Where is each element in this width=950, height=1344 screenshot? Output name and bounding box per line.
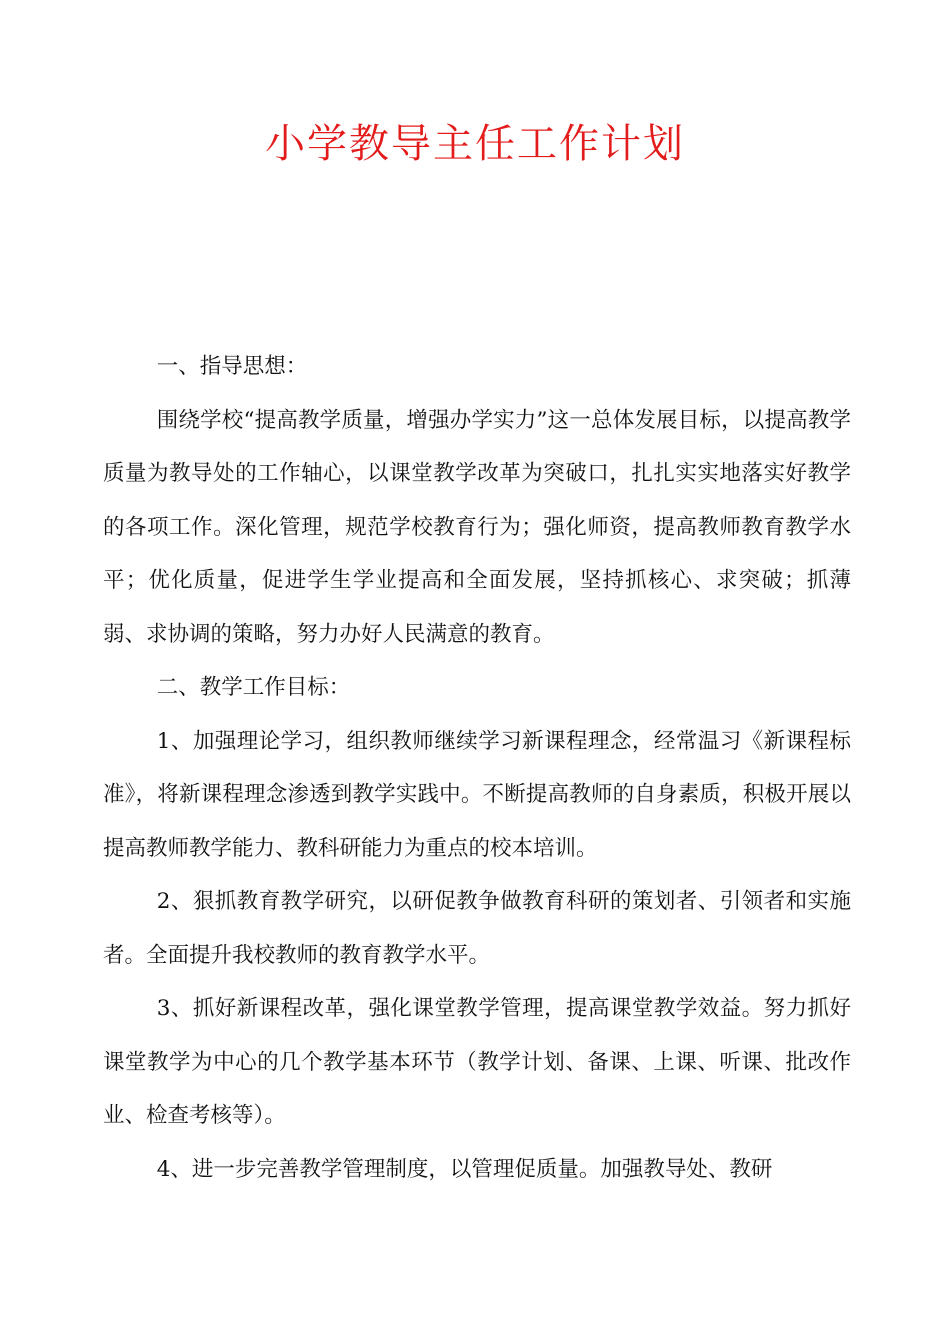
paragraph-guiding-thought: 围绕学校“提高教学质量，增强办学实力”这一总体发展目标，以提高教学质量为教导处的工作轴心，以课堂教学改革为突破口，扎扎实实地落实好教学的各项工作。深化管理，规范学校教育行为；强化师资，提高教师教育教学水平；优化质量，促进学生学业提高和全面发展，坚持抓核心、求突破；抓薄弱、求协调的策略，努力办好人民满意的教育。 xyxy=(103,407,851,647)
paragraph-goal-3: 3、抓好新课程改革，强化课堂教学管理，提高课堂教学效益。努力抓好课堂教学为中心的几个教学基本环节（教学计划、备课、上课、听课、批改作业、检查考核等）。 xyxy=(103,996,851,1128)
paragraph-goal-4: 4、进一步完善教学管理制度，以管理促质量。加强教导处、教研 xyxy=(156,1156,773,1182)
paragraph-goal-2: 2、狠抓教育教学研究，以研促教争做教育科研的策划者、引领者和实施者。全面提升我校教师的教育教学水平。 xyxy=(103,889,851,968)
document-title: 小学教导主任工作计划 xyxy=(265,121,685,167)
section-heading-guiding-thought: 一、指导思想： xyxy=(156,354,308,379)
section-heading-teaching-goals: 二、教学工作目标： xyxy=(156,675,351,700)
paragraph-goal-1: 1、加强理论学习，组织教师继续学习新课程理念，经常温习《新课程标准》，将新课程理念渗透到教学实践中。不断提高教师的自身素质，积极开展以提高教师教学能力、教科研能力为重点的校本培训。 xyxy=(103,728,851,861)
document-body xyxy=(103,340,851,1196)
